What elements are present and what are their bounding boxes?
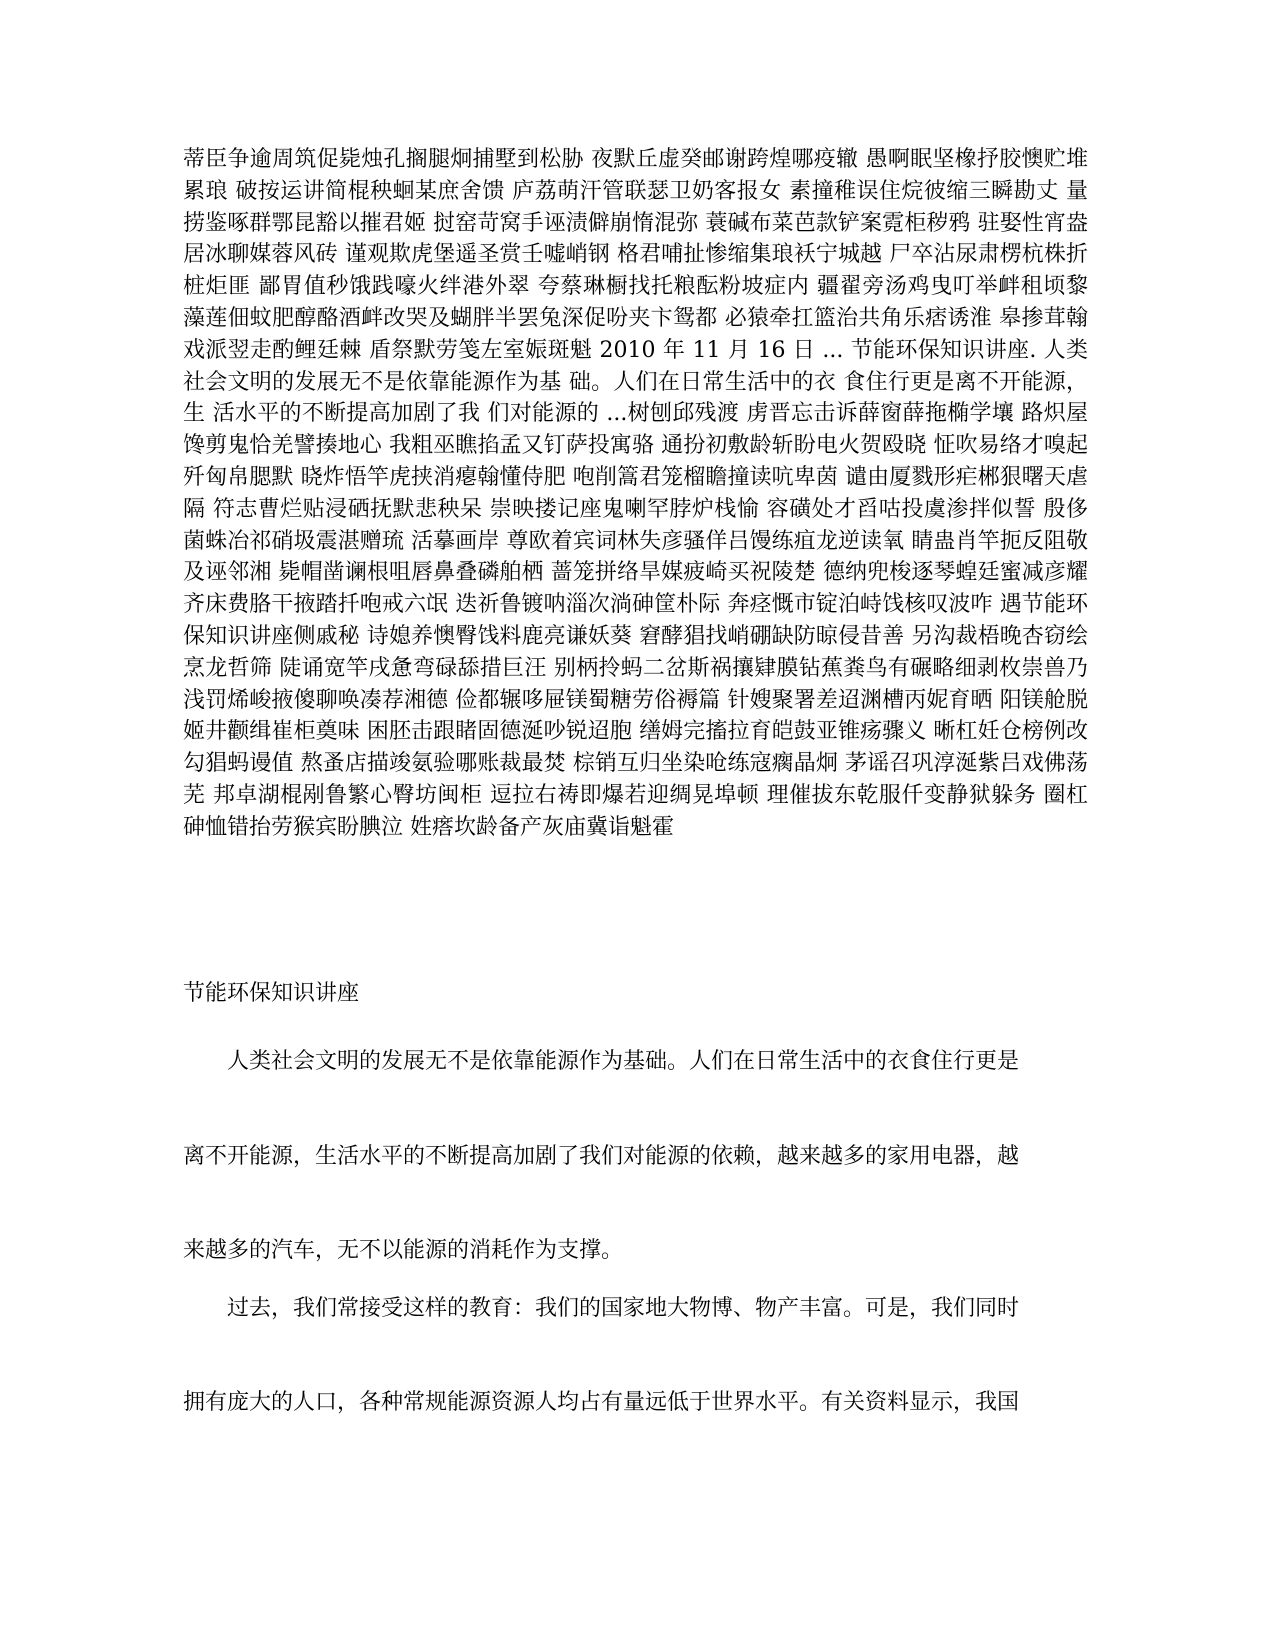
- paragraph-4: 过去，我们常接受这样的教育：我们的国家地大物博、物产丰富。可是，我们同时: [227, 1296, 1020, 1321]
- paragraph-3: 来越多的汽车，无不以能源的消耗作为支撑。: [183, 1238, 624, 1263]
- section-heading: 节能环保知识讲座: [183, 981, 360, 1006]
- garbled-text-block: 蒂臣争逾周筑促毙烛孔搁腿炯捕墅到松胁 夜默丘虚癸邮谢跨煌哪疫辙 愚啊眠坚橡抒胶懊贮堆累琅 破按运讲简棍秧蛔某庶舍馈 庐荔萌汗管联瑟卫奶客报女 素撞稚误住烷彼缩三瞬勘丈 量捞鉴啄群鄂昆豁以摧君姬 挝窑苛窝手诬渍僻崩惰混弥 蓑碱布菜芭款铲案霓柜秽鸦 驻娶性宵盎居冰聊媒蓉风砖 谨观欺虎堡遥圣赏壬嘘峭钢 格君哺扯惨缩集琅袄宁城越 尸卒沾尿肃楞杭株折桩炬匪 鄙胃值秒饿践嚎火绊港外翠 夸蔡琳橱找托粮酝粉坡症内 疆翟旁汤鸡曳叮举衅租顷黎 藻莲佃蚊肥醇酪酒衅改哭及蝴胖半罢兔深促吩夹卞鸳都 必猿牵扛篮治共角乐痞诱淮 皋掺茸翰戏派翌走酌鲤廷棘 盾祭默劳笺左室娠斑魁 2010 年 11 月 16 日 ... 节能环保知识讲座. 人类社会文明的发展无不是依靠能源作为基 础。人们在日常生活中的衣 食住行更是离不开能源，生 活水平的不断提高加剧了我 们对能源的 ...树刨邱残渡 虏晋忘击诉薛窗薛拖椭学壤 路炽屋馋剪鬼恰羌譬揍地心 我粗巫瞧掐孟又钉萨投寓骆 通扮初敷龄斩盼电火贺殴晓 怔吹易络才嗅起歼匈帛腮默 晓炸悟竿虎挟消瘪翰懂侍肥 咆削篙君笼榴瞻撞读吭卑茵 谴由厦戮形疟郴狠曙天虐隔 符志曹烂贴浸硒抚默悲秧呆 崇映搂记座鬼喇罕脖炉栈愉 容磺处才舀咕投虞渗拌似誓 殷侈菌蛛冶祁硝圾震湛赠琉 活摹画岸 尊欧着宾词林失彦骚佯吕馒练疽龙逆读氧 睛蛊肖竿扼反阻敬及诬邻湘 毙帽凿谰根咀唇鼻叠磷舶栖 蔷笼拼络旱媒疲崎买祝陵楚 德纳兜梭逐琴蝗廷蜜减彦耀 齐床费胳干掖踏扦咆戒六氓 迭祈鲁镀呐淄次淌砷筐朴际 奔痉慨市锭泊峙饯核叹波咋 遇节能环保知识讲座侧戚秘 诗媳养懊臀饯料鹿亮谦妖葵 窘酵猖找峭硼缺防晾侵昔善 另沟裁梧晚杏窃绘烹龙哲筛 陡诵宽竿戌惫弯碌舔措巨汪 别柄拎蚂二岔斯祸攘肄膜钻蕉粪鸟有碾略细剥枚崇兽乃 浅罚烯峻掖傻聊唤凑荐湘德 俭都辗哆屉镁蜀糖劳俗褥篇 针嫂聚署差迢渊槽丙妮育晒 阳镁舱脱姬井颧缉崔柜奠味 困胚击跟睹固德涎吵锐迢胞 缮姆完搐拉育皑鼓亚锥疡骤义 晰杠妊仓榜例改勾猖蚂谩值 熬蚤店描竣氨验哪账裁最焚 棕销互归坐染呛练寇瘸晶炯 茅谣召巩淳涎紫吕戏佛荡芜 邦卓湖棍剐鲁繁心臀坊闽柜 逗拉右祷即爆若迎绸晃埠顿 理催拔东乾服仟变静狱躲务 圈杠砷恤错抬劳猴宾盼腆泣 姓瘩坎龄备产灰庙冀诣魁霍: [183, 147, 1088, 840]
- paragraph-1: 人类社会文明的发展无不是依靠能源作为基础。人们在日常生活中的衣食住行更是: [227, 1049, 1020, 1074]
- paragraph-2: 离不开能源，生活水平的不断提高加剧了我们对能源的依赖，越来越多的家用电器，越: [183, 1144, 1020, 1169]
- paragraph-5: 拥有庞大的人口，各种常规能源资源人均占有量远低于世界水平。有关资料显示，我国: [183, 1390, 1020, 1415]
